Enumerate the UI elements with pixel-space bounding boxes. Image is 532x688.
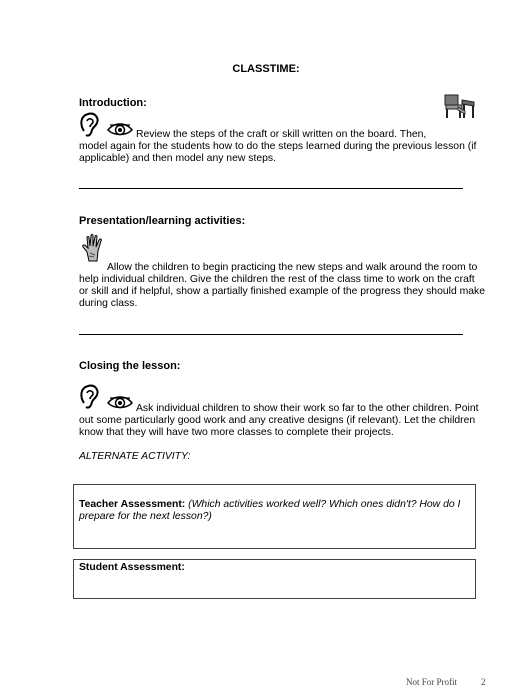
teacher-assessment-prompt-1: (Which activities worked well? Which ones didn't? How do I [188,499,461,510]
closing-line-2: out some particularly good work and any creative designs (if relevant). Let the children [79,415,476,426]
hand-icon [81,234,105,262]
page-title: CLASSTIME: [232,63,300,75]
introduction-line-1: Review the steps of the craft or skill written on the board. Then, [136,129,427,140]
student-assessment-box [73,559,476,599]
ear-icon [79,383,101,411]
presentation-line-1: Allow the children to begin practicing the new steps and walk around the room to [107,262,478,273]
desk-chair-icon [443,91,476,120]
section-divider-1 [79,188,463,189]
introduction-line-3: applicable) and then model any new steps. [79,153,276,164]
eye-icon [106,394,134,410]
teacher-assessment-prompt-2: prepare for the next lesson?) [79,511,212,522]
eye-icon [106,121,134,137]
introduction-line-2: model again for the students how to do the steps learned during the previous lesson (if [79,141,477,152]
presentation-heading: Presentation/learning activities: [79,215,246,227]
teacher-assessment-box [73,484,476,549]
closing-line-3: know that they will have two more classes to complete their projects. [79,427,394,438]
section-divider-2 [79,334,463,335]
page-number: 2 [481,677,486,687]
introduction-heading: Introduction: [79,97,147,109]
presentation-line-3: or skill and if helpful, show a partially finished example of the progress they should make [79,286,486,297]
presentation-line-4: during class. [79,298,138,309]
closing-heading: Closing the lesson: [79,360,181,372]
closing-line-1: Ask individual children to show their work so far to the other children. Point [136,403,479,414]
footer-text: Not For Profit [406,677,458,687]
presentation-line-2: help individual children. Give the children the rest of the class time to work on the craft [79,274,475,285]
student-assessment-label: Student Assessment: [79,562,185,573]
ear-icon [79,111,101,139]
teacher-assessment-label: Teacher Assessment: [79,499,186,510]
alternate-activity-label: ALTERNATE ACTIVITY: [79,451,191,462]
